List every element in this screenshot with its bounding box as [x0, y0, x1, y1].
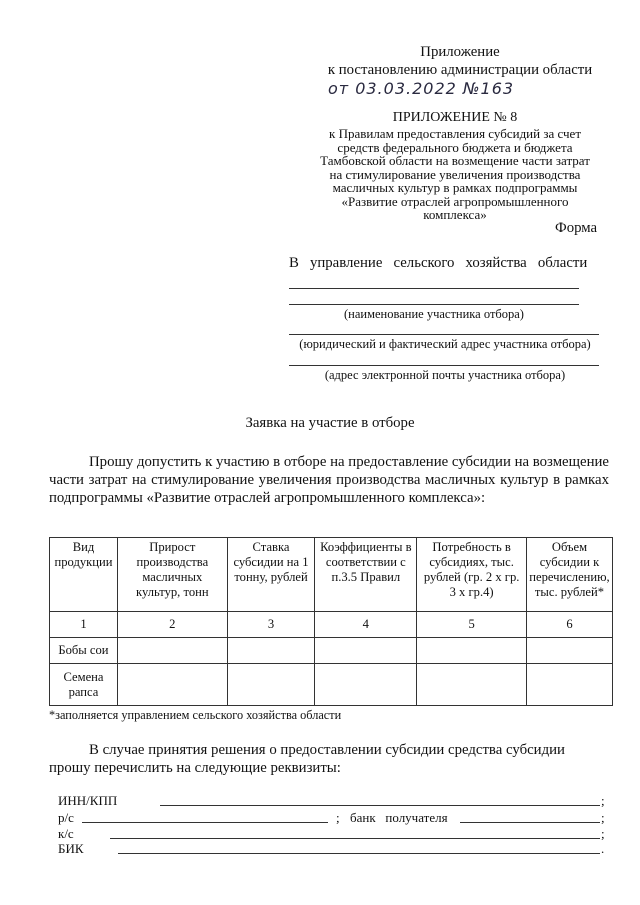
application-body: Прошу допустить к участию в отборе на предоставление субсидии на возмещение части затрат на стимулирование увеличения производства масличных культур в рамках подпрограммы «Развитие отраслей агропромышленного комплекса»:	[49, 454, 609, 506]
header-cell-product: Вид продукции	[50, 538, 118, 612]
annex-line: масличных культур в рамках подпрограммы	[332, 180, 578, 195]
annex-line: на стимулирование увеличения производства	[329, 166, 581, 182]
subsidy-table	[49, 537, 613, 706]
account-semicolon: ;	[336, 810, 340, 825]
email-line[interactable]	[289, 365, 599, 366]
data-cell[interactable]	[227, 664, 315, 706]
number-cell: 1	[50, 612, 118, 638]
participant-name-caption: (наименование участника отбора)	[344, 307, 524, 321]
corr-semicolon: ;	[601, 826, 605, 841]
annex-line: к Правилам предоставления субсидий за счет	[329, 126, 581, 141]
appendix-title: Приложение	[420, 44, 500, 60]
table-header-row	[50, 538, 613, 612]
number-cell: 6	[526, 612, 612, 638]
bank-label: банк получателя	[350, 810, 448, 825]
account-field[interactable]	[82, 822, 328, 823]
header-cell-amount: Объем субсидии к перечислению, тыс. рублей*	[526, 538, 612, 612]
data-cell[interactable]	[417, 638, 527, 664]
inn-kpp-field[interactable]	[160, 805, 600, 806]
data-cell[interactable]	[526, 664, 612, 706]
address-caption: (юридический и фактический адрес участника отбора)	[299, 337, 591, 351]
form-label: Форма	[555, 220, 598, 236]
account-label: р/с	[58, 810, 74, 825]
bik-field[interactable]	[118, 853, 600, 854]
bank-semicolon: ;	[601, 810, 605, 825]
annex-line: комплекса»	[423, 207, 487, 222]
annex-line: «Развитие отраслей агропромышленного	[341, 193, 569, 209]
annex-line: Тамбовской области на возмещение части затрат	[320, 153, 590, 168]
header-cell-rate: Ставка субсидии на 1 тонну, рублей	[227, 538, 315, 612]
number-cell: 4	[315, 612, 417, 638]
application-title: Заявка на участие в отборе	[245, 415, 415, 431]
product-cell: Бобы сои	[50, 638, 118, 664]
number-cell: 3	[227, 612, 315, 638]
product-cell: Семена рапса	[50, 664, 118, 706]
inn-kpp-label: ИНН/КПП	[58, 793, 118, 808]
table-number-row	[50, 612, 613, 638]
table-footnote: *заполняется управлением сельского хозяйства области	[49, 708, 342, 722]
annex-number: ПРИЛОЖЕНИЕ № 8	[392, 110, 518, 125]
data-cell[interactable]	[227, 638, 315, 664]
corr-account-label: к/с	[58, 826, 74, 841]
table-row	[50, 638, 613, 664]
annex-line: средств федерального бюджета и бюджета	[337, 139, 573, 155]
data-cell[interactable]	[117, 664, 227, 706]
table-row	[50, 664, 613, 706]
data-cell[interactable]	[315, 664, 417, 706]
header-cell-need: Потребность в субсидиях, тыс. рублей (гр. 2 х гр. 3 х гр.4)	[417, 538, 527, 612]
number-cell: 5	[417, 612, 527, 638]
data-cell[interactable]	[526, 638, 612, 664]
bik-dot: .	[601, 841, 605, 856]
bank-field[interactable]	[460, 822, 600, 823]
email-caption: (адрес электронной почты участника отбора)	[324, 368, 566, 382]
data-cell[interactable]	[315, 638, 417, 664]
addressee-line-1[interactable]	[289, 288, 579, 289]
header-cell-growth: Прирост производства масличных культур, тонн	[117, 538, 227, 612]
inn-semicolon: ;	[601, 793, 605, 808]
appendix-reference: к постановлению администрации области	[327, 62, 593, 78]
annex-text	[315, 127, 595, 222]
data-cell[interactable]	[117, 638, 227, 664]
header-cell-coefficient: Коэффициенты в соответствии с п.3.5 Правил	[315, 538, 417, 612]
bik-label: БИК	[58, 841, 84, 856]
addressee-line-2[interactable]	[289, 304, 579, 305]
payment-request: В случае принятия решения о предоставлении субсидии средства субсидии прошу перечислить на следующие реквизиты:	[49, 742, 565, 776]
data-cell[interactable]	[417, 664, 527, 706]
corr-account-field[interactable]	[110, 838, 600, 839]
addressee-department: В управление сельского хозяйства области	[289, 255, 588, 271]
handwritten-date-number: от 03.03.2022 №163	[328, 79, 515, 98]
number-cell: 2	[117, 612, 227, 638]
address-line[interactable]	[289, 334, 599, 335]
